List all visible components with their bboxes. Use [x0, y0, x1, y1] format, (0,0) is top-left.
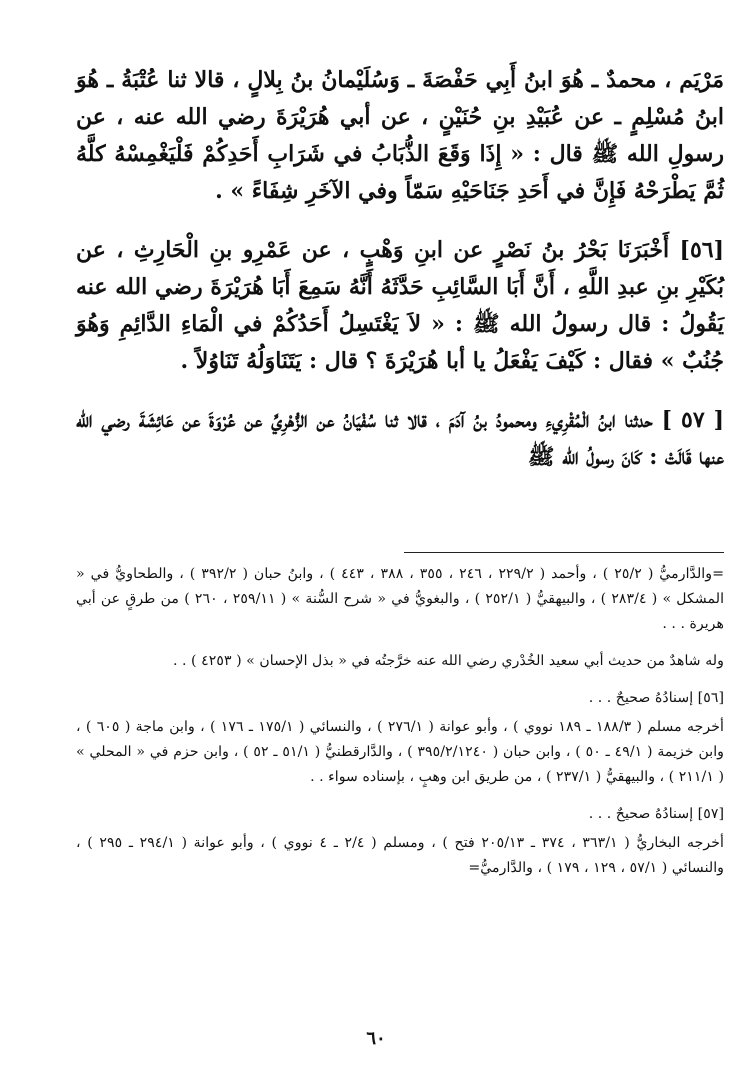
- footnote-55-witness: وله شاهدٌ من حديث أبي سعيد الخُدْري رضي الله عنه خرَّجتُه في « بذل الإحسان » ( ٤٢٥٣ ) . .: [173, 653, 724, 669]
- hadith-57: [ ٥٧ ] حدثنا ابنُ الْمُقْرِيءِ ومحمودُ بنُ آدَمَ ، قالا ثنا سُفْيَانُ عن الزُّهْرِيِّ عن عُرْوَةَ عن عَائِشَةَ رضي الله عنها قَالَتْ : كَانَ رسولُ الله ﷺ: [76, 407, 724, 470]
- footnote-57-sources: أخرجه البخاريُّ ( ٣٦٣/١ ، ٣٧٤ ـ ٢٠٥/١٣ فتح ) ، ومسلم ( ٢/٤ ـ ٤ نووي ) ، وأبو عوانة ( ٢٩٤/١ ـ ٢٩٥ ) ، والنسائي ( ٥٧/١ ، ١٢٩ ، ١٧٩ ) ، والدَّارميُّ=: [76, 835, 724, 876]
- footnote-55-continued: =والدَّارميُّ ( ٢٥/٢ ) ، وأحمد ( ٢٢٩/٢ ، ٢٤٦ ، ٣٥٥ ، ٣٨٨ ، ٤٤٣ ) ، وابنُ حبان ( ٣٩٢/٢ ) ، والطحاويُّ في « المشكل » ( ٢٨٣/٤ ) ، والبيهقيُّ ( ٢٥٢/١ ) ، والبغويُّ في « شرح السُّنة » ( ٢٥٩/١١ ، ٢٦٠ ) من طرقٍ عن أبي هريرة . . .: [76, 566, 725, 632]
- footnote-57-label: [٥٧] إسنادُهُ صحيحٌ . . .: [588, 806, 724, 822]
- footnotes: [76, 562, 724, 881]
- main-text: [76, 62, 724, 476]
- page-number: ٦٠: [366, 1028, 386, 1049]
- hadith-56: [٥٦] أَخْبَرَنَا بَحْرُ بنُ نَصْرٍ عن ابنِ وَهْبٍ ، عن عَمْرِو بنِ الْحَارِثِ ، عن بُكَيْرِ بنِ عبدِ اللَّهِ ، أَنَّ أَبَا السَّائِبِ حَدَّثَهُ أَنَّهُ سَمِعَ أَبَا هُرَيْرَةَ رضي الله عنه يَقُولُ : قال رسولُ الله ﷺ : « لاَ يَغْتَسِلُ أَحَدُكُمْ في الْمَاءِ الدَّائِمِ وَهُوَ جُنُبٌ » فقال : كَيْفَ يَفْعَلُ يا أبا هُرَيْرَةَ ؟ قال : يَتَنَاوَلُهُ تَنَاوُلاً .: [76, 237, 724, 374]
- footnote-56-sources: أخرجه مسلم ( ١٨٨/٣ ـ ١٨٩ نووي ) ، وأبو عوانة ( ٢٧٦/١ ) ، والنسائي ( ١٧٥/١ ـ ١٧٦ ) ، وابن ماجة ( ٦٠٥ ) ، وابن خزيمة ( ٤٩/١ ـ ٥٠ ) ، وابن حبان ( ٣٩٥/٢/١٢٤٠ ) ، والدَّارقطنيُّ ( ٥١/١ ـ ٥٢ ) ، وابن حزم في « المحلي » ( ٢١١/١ ) ، والبيهقيُّ ( ٢٣٧/١ ) ، من طريق ابن وهبٍ ، بإسناده سواء . .: [76, 719, 724, 785]
- footnote-separator: [404, 552, 724, 553]
- hadith-55-ending: مَرْيَم ، محمدٌ ـ هُوَ ابنُ أَبِي حَفْصَةَ ـ وَسُلَيْمانُ بنُ بِلالٍ ، قالا ثنا عُتْبَةُ ـ هُوَ ابنُ مُسْلِمٍ ـ عن عُبَيْدِ بنِ حُنَيْنٍ ، عن أبي هُرَيْرَةَ رضي الله عنه ، عن رسولِ الله ﷺ قال : « إِذَا وَقَعَ الذُّبَابُ في شَرَابِ أَحَدِكُمْ فَلْيَغْمِسْهُ كلَّهُ ثُمَّ يَطْرَحْهُ فَإِنَّ في أَحَدِ جَنَاحَيْهِ سَمّاً وفي الآخَرِ شِفَاءً » .: [76, 67, 724, 204]
- footnote-56-label: [٥٦] إسنادُهُ صحيحٌ . . .: [588, 690, 724, 706]
